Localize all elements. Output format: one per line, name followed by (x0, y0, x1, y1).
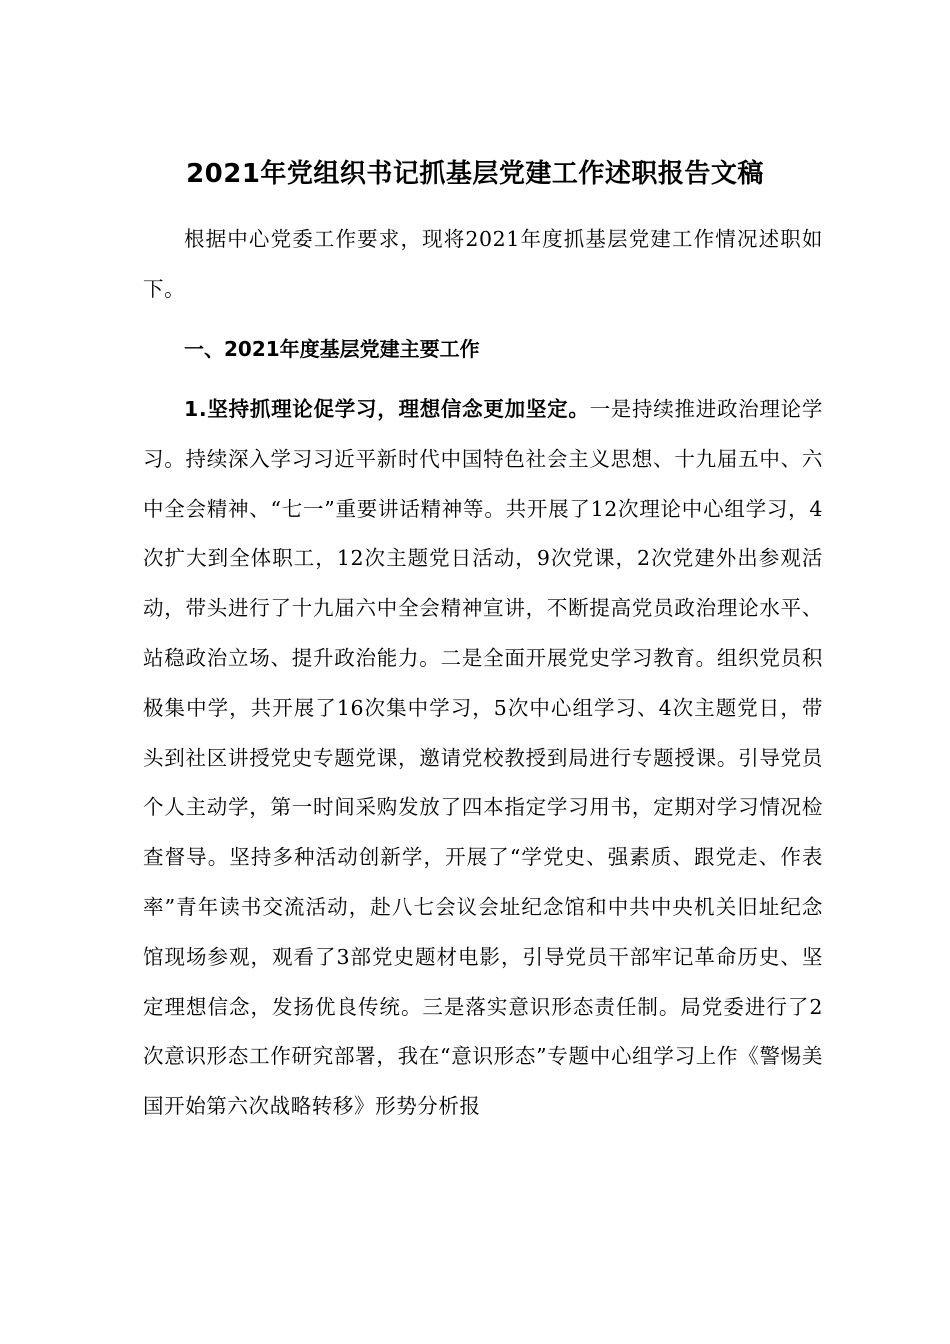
item-body-text: 一是持续推进政治理论学习。持续深入学习习近平新时代中国特色社会主义思想、十九届五中、六中全会精神、“七一”重要讲话精神等。共开展了12次理论中心组学习，4次扩大到全体职工，12次主题党日活动，9次党课，2次党建外出参观活动，带头进行了十九届六中全会精神宣讲，不断提高党员政治理论水平、站稳政治立场、提升政治能力。二是全面开展党史学习教育。组织党员积极集中学，共开展了16次集中学习，5次中心组学习、4次主题党日，带头到社区讲授党史专题党课，邀请党校教授到局进行专题授课。引导党员个人主动学，第一时间采购发放了四本指定学习用书，定期对学习情况检查督导。坚持多种活动创新学，开展了“学党史、强素质、跟党走、作表率”青年读书交流活动，赴八七会议会址纪念馆和中共中央机关旧址纪念馆现场参观，观看了3部党史题材电影，引导党员干部牢记革命历史、坚定理想信念，发扬优良传统。三是落实意识形态责任制。局党委进行了2次意识形态工作研究部署，我在“意识形态”专题中心组学习上作《警惕美国开始第六次战略转移》形势分析报 (143, 397, 823, 1119)
intro-paragraph: 根据中心党委工作要求，现将2021年度抓基层党建工作情况述职如下。 (143, 227, 823, 301)
body-paragraph (143, 385, 823, 1132)
document-title: 2021年党组织书记抓基层党建工作述职报告文稿 (186, 159, 764, 189)
item-lead-text: 1.坚持抓理论促学习，理想信念更加坚定。 (184, 397, 590, 421)
section-heading: 一、2021年度基层党建主要工作 (184, 337, 480, 361)
